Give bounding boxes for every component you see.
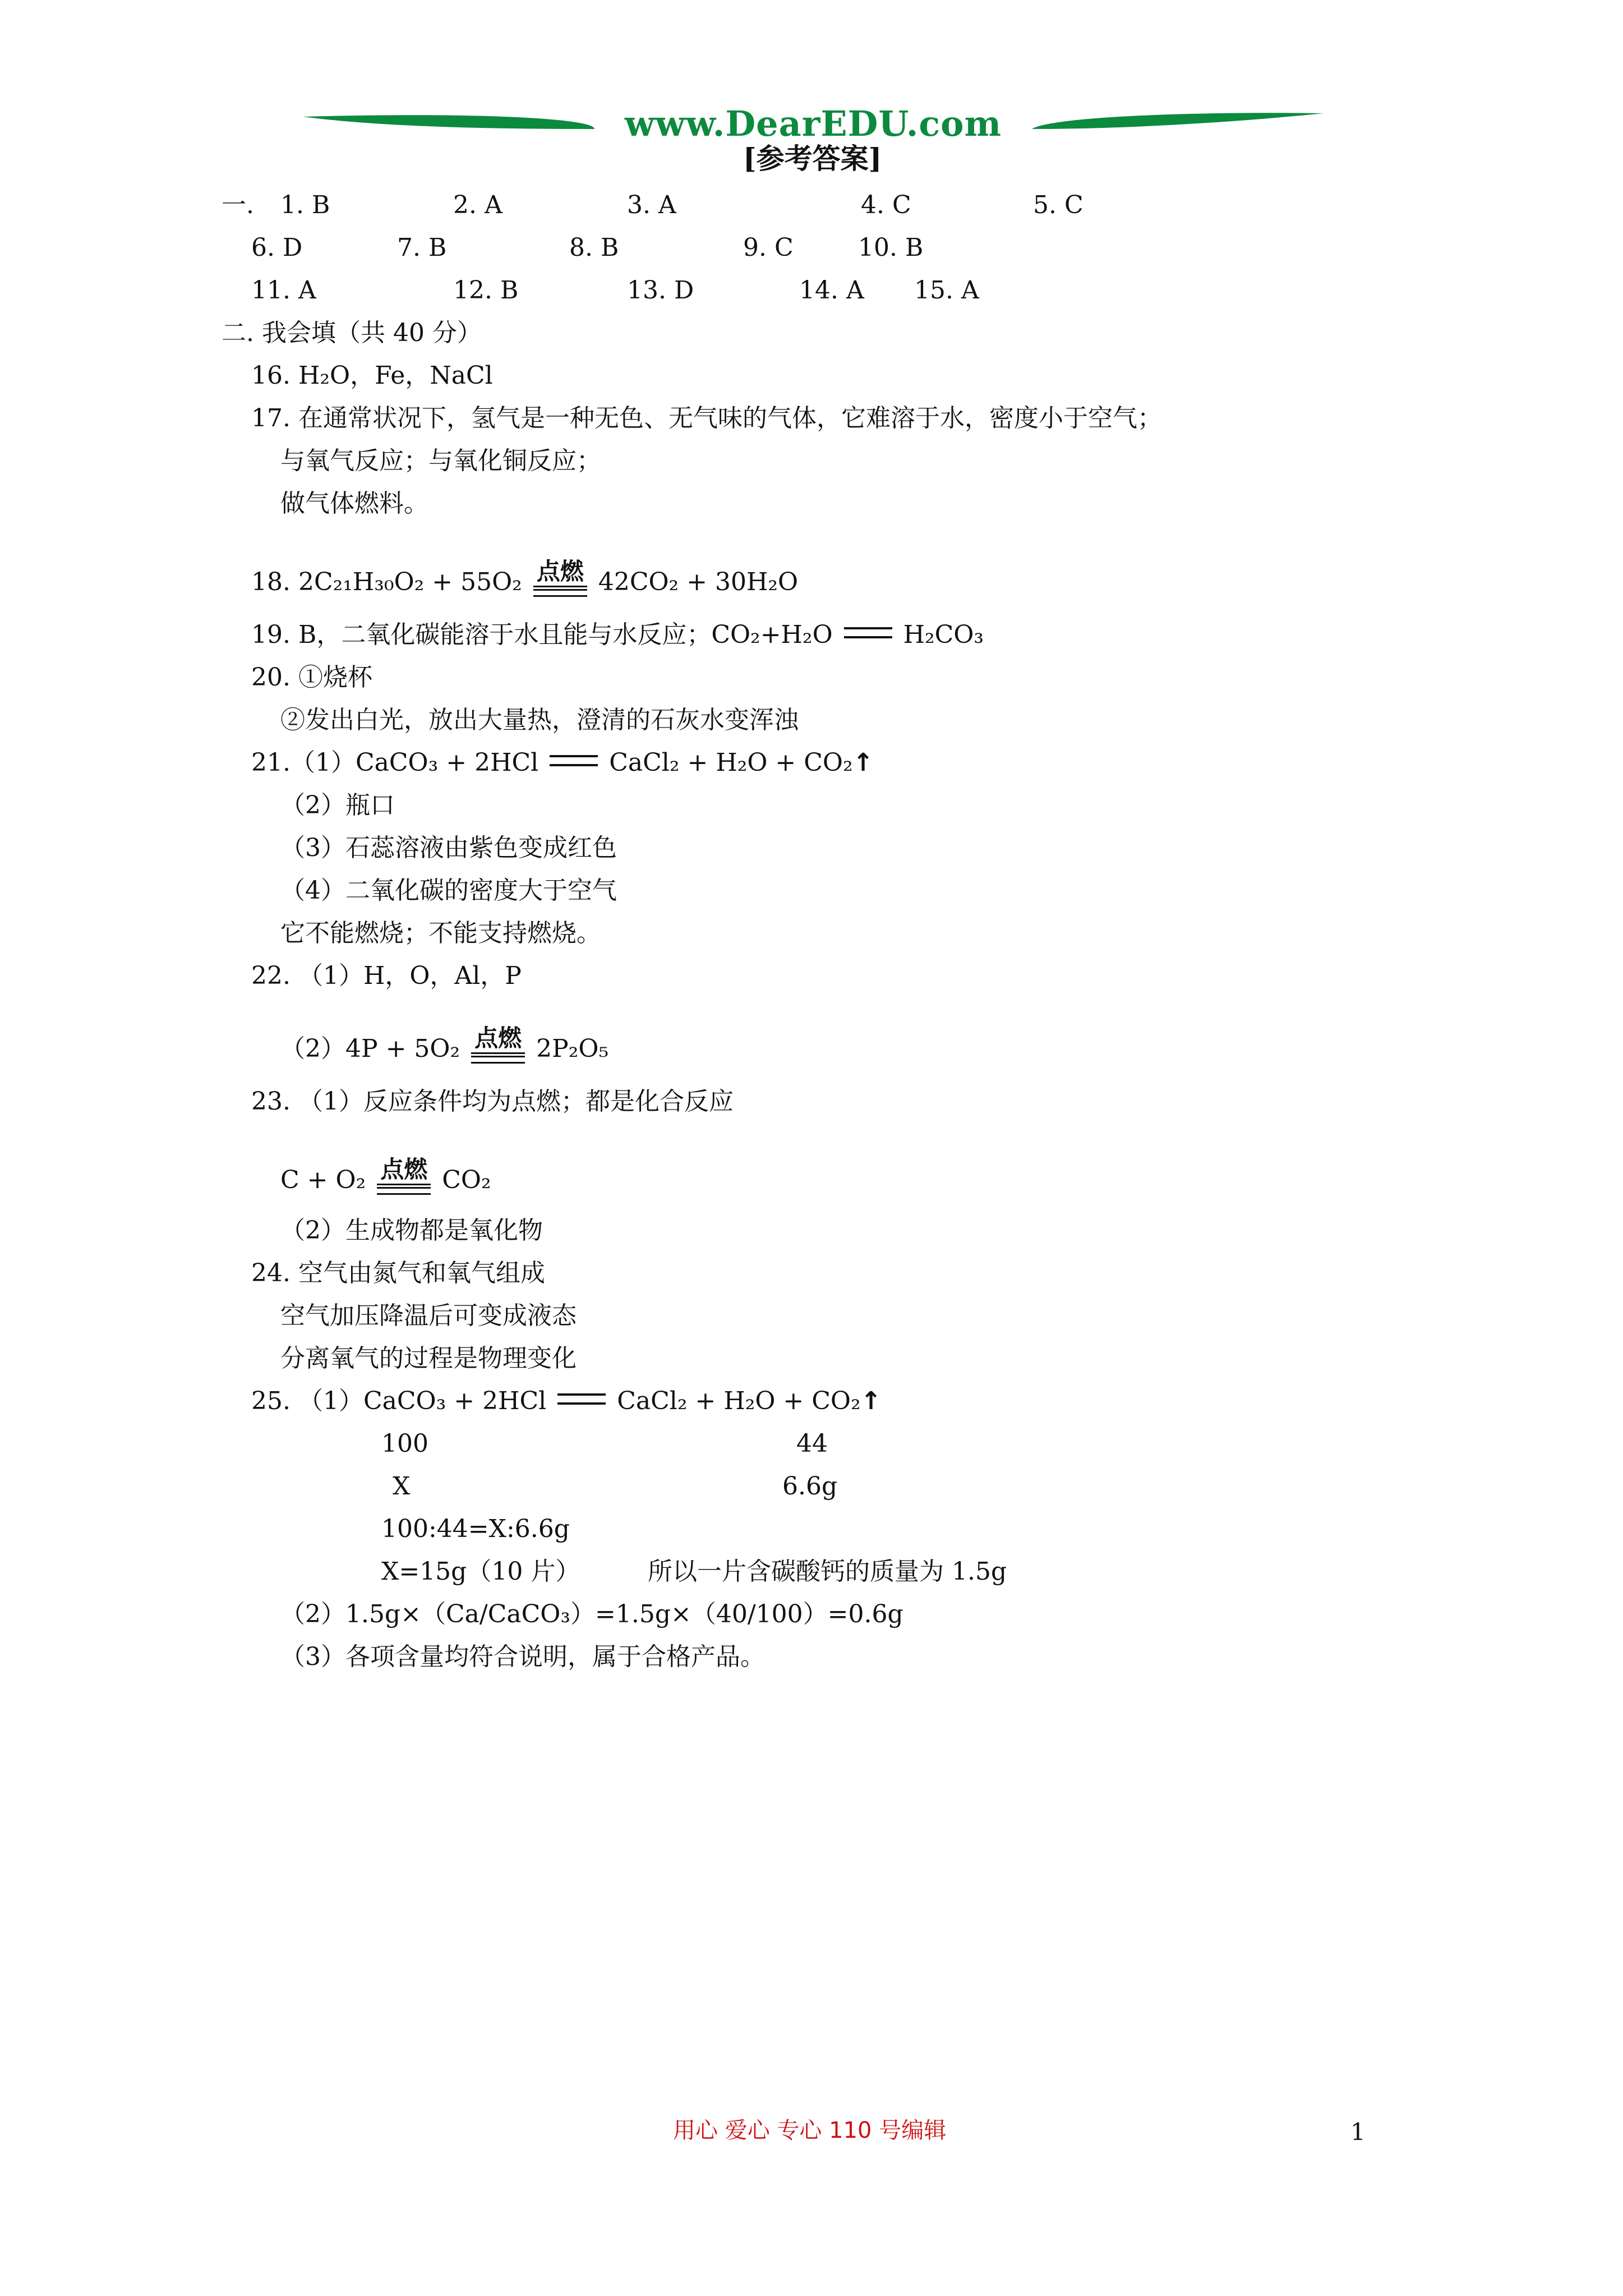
- answer-4: 4. C: [861, 191, 911, 219]
- q25-equation: 25. （1）CaCO₃ + 2HCl CaCl₂ + H₂O + CO₂↑: [251, 1387, 882, 1415]
- answer-12: 12. B: [453, 276, 519, 305]
- equals-sign: [550, 755, 598, 766]
- section2-heading: 二. 我会填（共 40 分）: [222, 319, 482, 347]
- q25-co2-mass: 6.6g: [782, 1472, 838, 1501]
- gas-arrow-icon: ↑: [860, 1387, 882, 1415]
- page-number: 1: [1350, 2118, 1366, 2146]
- q22-p1: 22. （1）H，O，Al，P: [251, 961, 522, 990]
- q21-p5: 它不能燃烧；不能支持燃烧。: [280, 919, 601, 947]
- answer-2: 2. A: [453, 191, 502, 219]
- q20-line1: 20. ①烧杯: [251, 663, 372, 692]
- footer-credit: 用心 爱心 专心 110 号编辑: [673, 2118, 947, 2143]
- answer-7: 7. B: [397, 233, 447, 262]
- gas-arrow-icon: ↑: [852, 748, 874, 777]
- q21-p4: （4）二氧化碳的密度大于空气: [280, 876, 617, 905]
- q22-equation: （2）4P + 5O₂ 点燃 2P₂O₅: [280, 1025, 608, 1065]
- q23-p2: （2）生成物都是氧化物: [280, 1216, 543, 1245]
- answer-10: 10. B: [858, 233, 924, 262]
- answer-3: 3. A: [627, 191, 676, 219]
- q25-ratio: 100:44=X:6.6g: [381, 1515, 570, 1543]
- answer-8: 8. B: [569, 233, 619, 262]
- section1-marker: 一.: [222, 191, 254, 219]
- q25-molar-mass-co2: 44: [796, 1429, 828, 1458]
- q17-line3: 做气体燃料。: [280, 489, 428, 518]
- q25-unknown: X: [393, 1472, 411, 1501]
- q25-p3: （3）各项含量均符合说明，属于合格产品。: [280, 1642, 765, 1671]
- q23-equation: C + O₂ 点燃 CO₂: [280, 1157, 491, 1196]
- answer-5: 5. C: [1033, 191, 1083, 219]
- reaction-condition: 点燃: [371, 1157, 436, 1196]
- q18-equation: 18. 2C₂₁H₃₀O₂ + 55O₂ 点燃 42CO₂ + 30H₂O: [251, 559, 798, 598]
- equals-sign: [557, 1393, 606, 1405]
- q25-molar-mass-caco3: 100: [381, 1429, 428, 1458]
- q24-line2: 空气加压降温后可变成液态: [280, 1301, 577, 1330]
- q21-equation: 21.（1）CaCO₃ + 2HCl CaCl₂ + H₂O + CO₂↑: [251, 748, 874, 777]
- q25-p2: （2）1.5g×（Ca/CaCO₃）=1.5g×（40/100）=0.6g: [280, 1600, 903, 1628]
- q20-line2: ②发出白光，放出大量热，澄清的石灰水变浑浊: [280, 706, 799, 734]
- reaction-condition: 点燃: [528, 559, 593, 598]
- q16: 16. H₂O，Fe，NaCl: [251, 361, 493, 390]
- q23-p1: 23. （1）反应条件均为点燃；都是化合反应: [251, 1087, 734, 1116]
- answer-9: 9. C: [743, 233, 794, 262]
- answer-15: 15. A: [914, 276, 979, 305]
- q25-result: X=15g（10 片）: [381, 1557, 580, 1586]
- answer-14: 14. A: [799, 276, 864, 305]
- q19: 19. B，二氧化碳能溶于水且能与水反应；CO₂+H₂O H₂CO₃: [251, 620, 984, 649]
- q24-line3: 分离氧气的过程是物理变化: [280, 1344, 577, 1373]
- q25-conclusion: 所以一片含碳酸钙的质量为 1.5g: [648, 1557, 1007, 1586]
- q17-line2: 与氧气反应；与氧化铜反应；: [280, 447, 601, 475]
- q24-line1: 24. 空气由氮气和氧气组成: [251, 1259, 545, 1287]
- reaction-condition: 点燃: [465, 1025, 531, 1065]
- q17-line1: 17. 在通常状况下，氢气是一种无色、无气味的气体，它难溶于水，密度小于空气；: [251, 404, 1162, 432]
- q21-p2: （2）瓶口: [280, 791, 395, 820]
- answer-11: 11. A: [251, 276, 316, 305]
- answer-6: 6. D: [251, 233, 303, 262]
- answer-13: 13. D: [627, 276, 694, 305]
- equals-sign: [844, 627, 892, 638]
- page-title: [参考答案]: [743, 142, 882, 175]
- q21-p3: （3）石蕊溶液由紫色变成红色: [280, 834, 617, 862]
- site-logo[interactable]: www.DearEDU.com: [624, 103, 1002, 144]
- answer-1: 1. B: [280, 191, 330, 219]
